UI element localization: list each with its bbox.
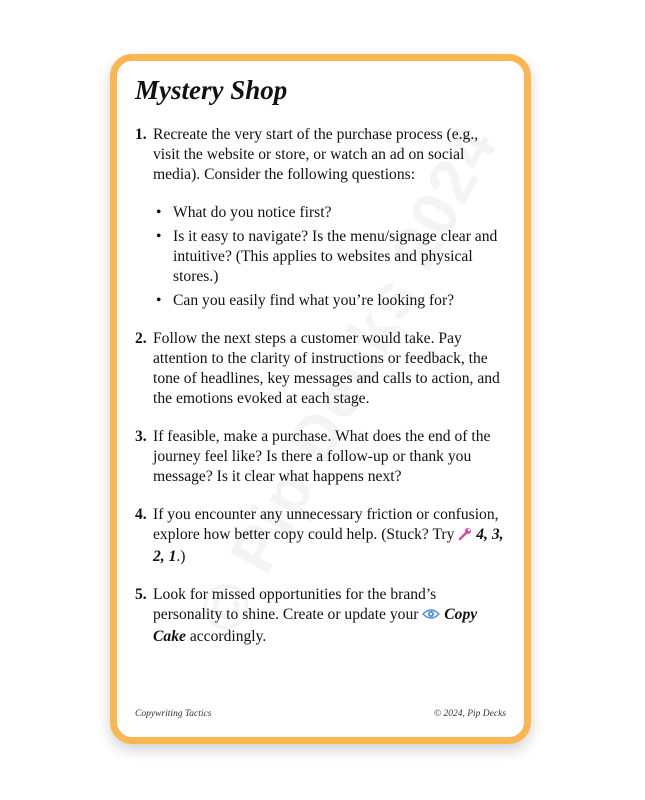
step-number: 4.	[135, 506, 147, 523]
step-text: Look for missed opportunities for the brand’s personality to shine. Create or update your	[153, 586, 437, 623]
step-2	[135, 329, 505, 409]
step-text-end: .)	[176, 548, 186, 565]
step-number: 1.	[135, 126, 147, 143]
step-text-end: accordingly.	[185, 628, 267, 645]
step-4	[135, 505, 505, 567]
wrench-icon	[458, 527, 472, 547]
steps-list	[135, 125, 505, 665]
list-item: • Is it easy to navigate? Is the menu/signage clear and intuitive? (This applies to websites and physical stores.)	[156, 228, 498, 285]
tactic-card	[110, 54, 531, 744]
step-text: If you encounter any unnecessary friction or confusion, explore how better copy could help. (Stuck? Try	[153, 506, 499, 543]
deck-name: Copywriting Tactics	[135, 709, 212, 719]
step-number: 5.	[135, 586, 147, 603]
list-item: • What do you notice first?	[156, 204, 332, 221]
step-1	[135, 125, 505, 311]
question-list	[153, 203, 505, 311]
step-text: Recreate the very start of the purchase process (e.g., visit the website or store, or watch an ad on social media). Consider the following questions:	[153, 126, 479, 183]
copyright: © 2024, Pip Decks	[433, 709, 506, 719]
list-item: • Can you easily find what you’re looking for?	[156, 292, 455, 309]
card-footer	[135, 709, 506, 719]
eye-icon	[422, 607, 440, 627]
ref-link-4-3-2-1[interactable]: 4, 3, 2, 1	[153, 526, 504, 565]
step-3	[135, 427, 505, 487]
step-number: 2.	[135, 330, 147, 347]
step-5	[135, 585, 505, 647]
ref-link-copy-cake[interactable]: Copy Cake	[153, 606, 478, 645]
question-text: What do you notice first?	[173, 204, 332, 221]
question-text: Can you easily find what you’re looking for?	[173, 292, 455, 309]
step-number: 3.	[135, 428, 147, 445]
step-text: If feasible, make a purchase. What does the end of the journey feel like? Is there a follow-up or thank you message? Is it clear what happens next?	[153, 428, 491, 485]
card-title: Mystery Shop	[135, 75, 288, 105]
question-text: Is it easy to navigate? Is the menu/signage clear and intuitive? (This applies to websites and physical stores.)	[173, 228, 498, 285]
step-text: Follow the next steps a customer would take. Pay attention to the clarity of instructions or feedback, the tone of headlines, key messages and calls to action, and the emotions evoked at each stage.	[153, 330, 500, 407]
